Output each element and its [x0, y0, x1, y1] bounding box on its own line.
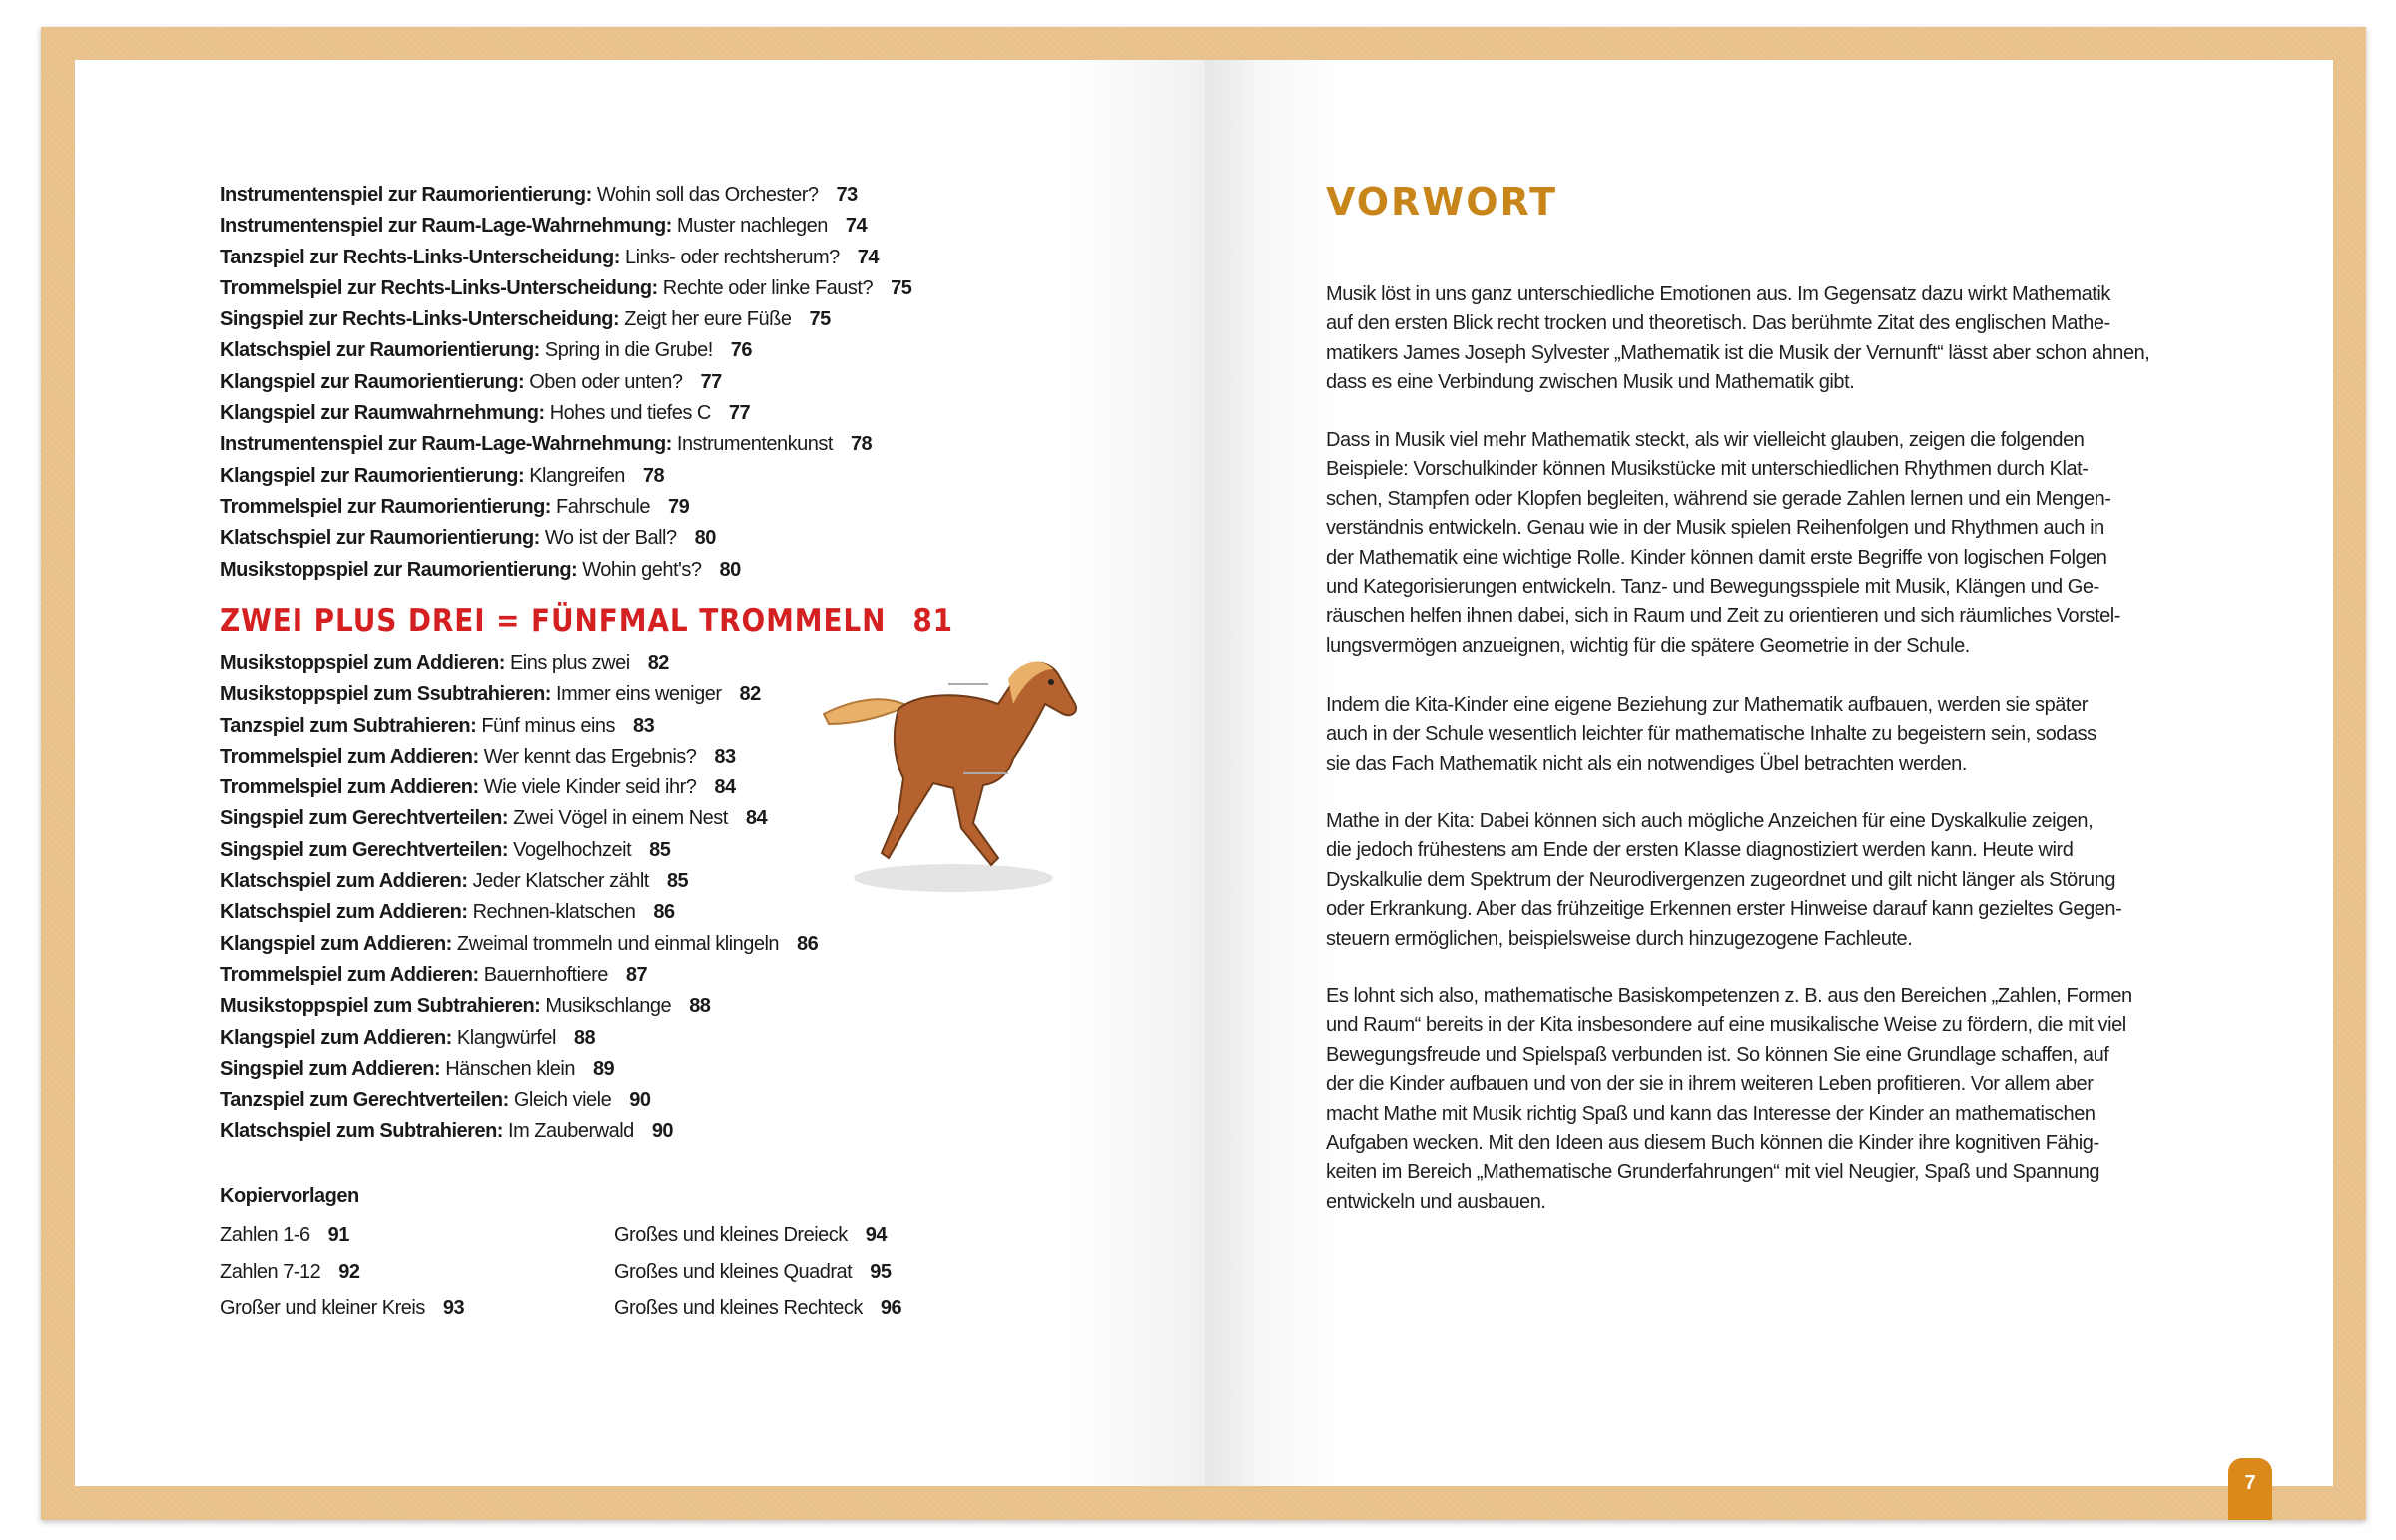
horse-illustration	[814, 654, 1088, 898]
toc-entry[interactable]	[220, 398, 911, 429]
toc-entry-type: Singspiel zum Gerechtverteilen:	[220, 838, 509, 861]
toc-entry-page: 78	[642, 464, 665, 487]
toc-entry-title: Rechte oder linke Faust?	[662, 276, 874, 299]
toc-entry-type: Klangspiel zur Raumwahrnehmung:	[220, 402, 545, 425]
paragraph-line: und Kategorisierungen entwickeln. Tanz- und Bewegungsspiele mit Musik, Klängen und Ge-	[1326, 575, 2099, 598]
paragraph-line: Mathe in der Kita: Dabei können sich auch mögliche Anzeichen für eine Dyskalkulie zeigen,	[1326, 810, 2094, 832]
toc-entry-title: Wo ist der Ball?	[544, 527, 677, 550]
toc-entry-page: 82	[647, 652, 669, 674]
toc-entry[interactable]	[220, 367, 911, 398]
kopiervorlage-page: 95	[870, 1261, 892, 1283]
toc-entry[interactable]	[220, 1085, 818, 1116]
toc-entry-type: Klangspiel zur Raumorientierung:	[220, 464, 525, 487]
kopiervorlagen-col2	[614, 1217, 901, 1327]
toc-entry[interactable]	[220, 1023, 818, 1054]
foreword-paragraph	[1326, 982, 2132, 1217]
toc-entry[interactable]	[220, 648, 818, 679]
toc-entry-page: 84	[714, 776, 736, 799]
toc-entry-page: 89	[592, 1057, 615, 1080]
toc-entry-page: 85	[649, 838, 671, 861]
toc-entry[interactable]	[220, 180, 911, 211]
page-number-badge: 7	[2228, 1458, 2272, 1520]
paragraph-line: entwickeln und ausbauen.	[1326, 1190, 1546, 1213]
toc-entry-type: Klatschspiel zum Subtrahieren:	[220, 1120, 503, 1143]
toc-entry-type: Musikstoppspiel zum Ssubtrahieren:	[220, 683, 551, 706]
toc-entry-title: Musikschlange	[545, 995, 672, 1018]
toc-entry-page: 77	[700, 370, 722, 393]
paragraph-line: verständnis entwickeln. Genau wie in der Musik spielen Reihenfolgen und Rhythmen auch in	[1326, 517, 2104, 540]
toc-list-part1	[220, 180, 911, 586]
toc-entry-title: Jeder Klatscher zählt	[472, 870, 649, 893]
toc-entry-type: Klatschspiel zur Raumorientierung:	[220, 527, 540, 550]
foreword-paragraph	[1326, 691, 2096, 778]
toc-entry[interactable]	[220, 803, 818, 834]
paragraph-line: Dyskalkulie dem Spektrum der Neurodivergenzen zugeordnet und gilt nicht länger als Störung	[1326, 868, 2116, 891]
toc-entry-page: 80	[694, 527, 716, 550]
paragraph-line: Musik löst in uns ganz unterschiedliche Emotionen aus. Im Gegensatz dazu wirkt Mathematik	[1326, 283, 2110, 305]
toc-entry-type: Trommelspiel zur Raumorientierung:	[220, 495, 551, 518]
toc-entry[interactable]	[220, 243, 911, 273]
paragraph-line: Beispiele: Vorschulkinder können Musikstücke mit unterschiedlichen Rhythmen durch Klat-	[1326, 458, 2089, 481]
paragraph-line: matikers James Joseph Sylvester „Mathematik ist die Musik der Vernunft“ lässt aber schon ahnen,	[1326, 341, 2150, 364]
kopiervorlage-page: 94	[865, 1224, 888, 1246]
paragraph-line: Aufgaben wecken. Mit den Ideen aus diesem Buch können die Kinder ihre kognitiven Fähig-	[1326, 1131, 2099, 1154]
paragraph-line: und Raum“ bereits in der Kita insbesondere auf eine musikalische Weise zu fördern, die mit viel	[1326, 1014, 2126, 1037]
toc-entry-type: Tanzspiel zur Rechts-Links-Unterscheidung:	[220, 246, 620, 268]
toc-entry-type: Instrumentenspiel zur Raumorientierung:	[220, 184, 592, 206]
foreword-heading: VORWORT	[1326, 180, 1557, 224]
paragraph-line: schen, Stampfen oder Klopfen begleiten, während sie gerade Zahlen lernen und ein Mengen-	[1326, 487, 2111, 510]
paragraph-line: Bewegungsfreude und Spielspaß verbunden ist. So können Sie eine Grundlage schaffen, auf	[1326, 1043, 2109, 1066]
paragraph-line: dass es eine Verbindung zwischen Musik und Mathematik gibt.	[1326, 371, 1855, 394]
toc-entry-type: Trommelspiel zum Addieren:	[220, 776, 479, 799]
kopiervorlage-page: 96	[880, 1297, 902, 1319]
paragraph-line: steuern ermöglichen, beispielsweise durch hinzugezogene Fachleute.	[1326, 927, 1913, 950]
toc-entry-title: Fahrschule	[556, 495, 650, 518]
paragraph-line: Indem die Kita-Kinder eine eigene Beziehung zur Mathematik aufbauen, werden sie später	[1326, 694, 2088, 716]
toc-entry-type: Singspiel zum Gerechtverteilen:	[220, 807, 509, 830]
paragraph-line: Es lohnt sich also, mathematische Basiskompetenzen z. B. aus den Bereichen „Zahlen, Formen	[1326, 985, 2132, 1007]
toc-entry-type: Trommelspiel zum Addieren:	[220, 745, 479, 768]
toc-entry-type: Instrumentenspiel zur Raum-Lage-Wahrnehmung:	[220, 215, 672, 238]
toc-entry-page: 88	[573, 1026, 596, 1049]
toc-entry-title: Instrumentenkunst	[676, 433, 833, 456]
toc-entry-page: 90	[629, 1089, 651, 1112]
toc-entry[interactable]	[220, 835, 818, 866]
kopiervorlage-entry[interactable]	[614, 1254, 901, 1290]
toc-entry-type: Klangspiel zum Addieren:	[220, 1026, 452, 1049]
kopiervorlage-title: Großer und kleiner Kreis	[220, 1297, 425, 1319]
toc-entry-page: 82	[739, 683, 761, 706]
toc-entry-title: Zwei Vögel in einem Nest	[513, 807, 728, 830]
kopiervorlage-entry[interactable]	[220, 1290, 464, 1327]
toc-entry[interactable]	[220, 461, 911, 492]
foreword-paragraph	[1326, 807, 2121, 954]
toc-entry-page: 86	[653, 901, 675, 924]
toc-entry-type: Musikstoppspiel zum Subtrahieren:	[220, 995, 541, 1018]
kopiervorlagen-title: Kopiervorlagen	[220, 1185, 359, 1207]
toc-entry[interactable]	[220, 1116, 818, 1147]
toc-entry[interactable]	[220, 523, 911, 554]
chapter-heading[interactable]	[220, 603, 953, 639]
toc-entry[interactable]	[220, 711, 818, 742]
toc-entry-page: 76	[730, 339, 753, 362]
paragraph-line: lungsvermögen anzueignen, wichtig für die spätere Geometrie in der Schule.	[1326, 634, 1970, 657]
toc-entry-title: Zeigt her eure Füße	[624, 308, 792, 331]
toc-entry-page: 78	[850, 433, 873, 456]
toc-entry-page: 75	[809, 308, 831, 331]
toc-entry[interactable]	[220, 273, 911, 304]
toc-entry-type: Klatschspiel zur Raumorientierung:	[220, 339, 540, 362]
toc-entry-page: 88	[689, 995, 711, 1018]
toc-entry-type: Klangspiel zur Raumorientierung:	[220, 370, 525, 393]
kopiervorlage-entry[interactable]	[220, 1217, 464, 1254]
toc-entry-title: Klangreifen	[529, 464, 625, 487]
toc-entry-title: Vogelhochzeit	[513, 838, 632, 861]
toc-entry-title: Spring in die Grube!	[544, 339, 713, 362]
foreword-paragraph	[1326, 280, 2149, 398]
toc-entry-title: Klangwürfel	[456, 1026, 556, 1049]
toc-entry-type: Klangspiel zum Addieren:	[220, 932, 452, 955]
toc-entry-title: Rechnen-klatschen	[472, 901, 636, 924]
toc-entry-title: Gleich viele	[513, 1089, 612, 1112]
toc-entry-type: Klatschspiel zum Addieren:	[220, 901, 468, 924]
kopiervorlage-entry[interactable]	[614, 1290, 901, 1327]
toc-entry[interactable]	[220, 960, 818, 991]
toc-entry[interactable]	[220, 429, 911, 460]
toc-entry-type: Singspiel zum Addieren:	[220, 1057, 441, 1080]
toc-entry-type: Musikstoppspiel zum Addieren:	[220, 652, 505, 674]
paragraph-line: oder Erkrankung. Aber das frühzeitige Erkennen erster Hinweise darauf kann gezieltes Gegen-	[1326, 898, 2122, 921]
toc-entry-type: Trommelspiel zum Addieren:	[220, 963, 479, 986]
toc-entry-type: Klatschspiel zum Addieren:	[220, 870, 468, 893]
paragraph-line: der die Kinder aufbauen und von der sie in ihrem weiteren Leben profitieren. Vor allem aber	[1326, 1073, 2094, 1096]
toc-entry-title: Wer kennt das Ergebnis?	[483, 745, 697, 768]
toc-entry-title: Zweimal trommeln und einmal klingeln	[456, 932, 780, 955]
toc-entry[interactable]	[220, 742, 818, 772]
toc-entry-title: Wohin soll das Orchester?	[596, 184, 819, 206]
toc-entry[interactable]	[220, 679, 818, 710]
toc-entry[interactable]	[220, 555, 911, 586]
toc-entry-page: 74	[845, 215, 868, 238]
toc-entry-title: Wohin geht's?	[582, 558, 702, 581]
toc-entry-title: Fünf minus eins	[481, 714, 616, 737]
paragraph-line: auch in der Schule wesentlich leichter für mathematische Inhalte zu begeistern sein, sodass	[1326, 723, 2096, 746]
kopiervorlage-title: Großes und kleines Dreieck	[614, 1224, 848, 1246]
toc-entry-type: Musikstoppspiel zur Raumorientierung:	[220, 558, 578, 581]
toc-entry-title: Oben oder unten?	[529, 370, 683, 393]
toc-entry[interactable]	[220, 897, 818, 928]
toc-entry[interactable]	[220, 772, 818, 803]
toc-entry[interactable]	[220, 492, 911, 523]
toc-entry-type: Tanzspiel zum Gerechtverteilen:	[220, 1089, 509, 1112]
paragraph-line: der Mathematik eine wichtige Rolle. Kinder können damit erste Begriffe von logischen Folgen	[1326, 546, 2107, 569]
kopiervorlage-title: Zahlen 1-6	[220, 1224, 310, 1246]
toc-entry-title: Im Zauberwald	[508, 1120, 634, 1143]
toc-entry-page: 90	[651, 1120, 674, 1143]
toc-entry-title: Links- oder rechtsherum?	[624, 246, 840, 268]
toc-entry-title: Bauernhoftiere	[483, 963, 608, 986]
chapter-page: 81	[912, 603, 953, 639]
toc-entry[interactable]	[220, 866, 818, 897]
toc-entry-page: 80	[719, 558, 741, 581]
toc-entry[interactable]	[220, 1054, 818, 1085]
toc-entry-page: 73	[836, 184, 858, 206]
toc-entry-title: Immer eins weniger	[556, 683, 722, 706]
foreword-paragraph	[1326, 426, 2120, 661]
kopiervorlagen-col1	[220, 1217, 464, 1327]
toc-entry-title: Wie viele Kinder seid ihr?	[483, 776, 697, 799]
kopiervorlage-entry[interactable]	[614, 1217, 901, 1254]
kopiervorlage-page: 93	[442, 1297, 465, 1319]
kopiervorlage-title: Großes und kleines Rechteck	[614, 1297, 863, 1319]
kopiervorlage-title: Großes und kleines Quadrat	[614, 1261, 853, 1283]
chapter-title: ZWEI PLUS DREI = FÜNFMAL TROMMELN	[220, 603, 887, 639]
toc-entry-page: 75	[891, 276, 912, 299]
toc-entry[interactable]	[220, 211, 911, 242]
kopiervorlage-page: 91	[327, 1224, 349, 1246]
toc-entry-page: 83	[714, 745, 736, 768]
toc-entry-type: Instrumentenspiel zur Raum-Lage-Wahrnehmung:	[220, 433, 672, 456]
toc-entry[interactable]	[220, 304, 911, 335]
toc-entry[interactable]	[220, 335, 911, 366]
paragraph-line: die jedoch frühestens am Ende der ersten Klasse diagnostiziert werden kann. Heute wird	[1326, 839, 2074, 862]
paragraph-line: Dass in Musik viel mehr Mathematik steckt, als wir vielleicht glauben, zeigen die folgenden	[1326, 429, 2085, 451]
paragraph-line: macht Mathe mit Musik richtig Spaß und kann das Interesse der Kinder an mathematischen	[1326, 1102, 2096, 1125]
kopiervorlage-entry[interactable]	[220, 1254, 464, 1290]
toc-entry[interactable]	[220, 929, 818, 960]
kopiervorlage-title: Zahlen 7-12	[220, 1261, 321, 1283]
paragraph-line: keiten im Bereich „Mathematische Grunderfahrungen“ mit viel Neugier, Spaß und Spannung	[1326, 1161, 2100, 1184]
toc-entry-title: Eins plus zwei	[509, 652, 630, 674]
toc-entry-page: 84	[745, 807, 768, 830]
toc-entry-page: 77	[728, 402, 751, 425]
paragraph-line: sie das Fach Mathematik nicht als ein notwendiges Übel betrachten werden.	[1326, 752, 1967, 774]
toc-entry-title: Muster nachlegen	[676, 215, 828, 238]
paragraph-line: räuschen helfen ihnen dabei, sich in Raum und Zeit zu orientieren und sich räumliches Vorstel-	[1326, 605, 2120, 628]
toc-entry-type: Trommelspiel zur Rechts-Links-Unterscheidung:	[220, 276, 658, 299]
toc-entry-page: 87	[625, 963, 648, 986]
toc-entry-page: 85	[666, 870, 689, 893]
toc-entry-page: 79	[667, 495, 690, 518]
toc-entry-type: Tanzspiel zum Subtrahieren:	[220, 714, 477, 737]
toc-entry-page: 74	[857, 246, 879, 268]
toc-entry-page: 86	[797, 932, 819, 955]
toc-entry-type: Singspiel zur Rechts-Links-Unterscheidung:	[220, 308, 620, 331]
kopiervorlage-page: 92	[338, 1261, 360, 1283]
toc-entry[interactable]	[220, 991, 818, 1022]
toc-entry-title: Hohes und tiefes C	[549, 402, 711, 425]
toc-list-part2	[220, 648, 818, 1148]
toc-entry-title: Hänschen klein	[445, 1057, 575, 1080]
toc-entry-page: 83	[633, 714, 655, 737]
paragraph-line: auf den ersten Blick recht trocken und theoretisch. Das berühmte Zitat des englischen Mathe-	[1326, 312, 2110, 335]
